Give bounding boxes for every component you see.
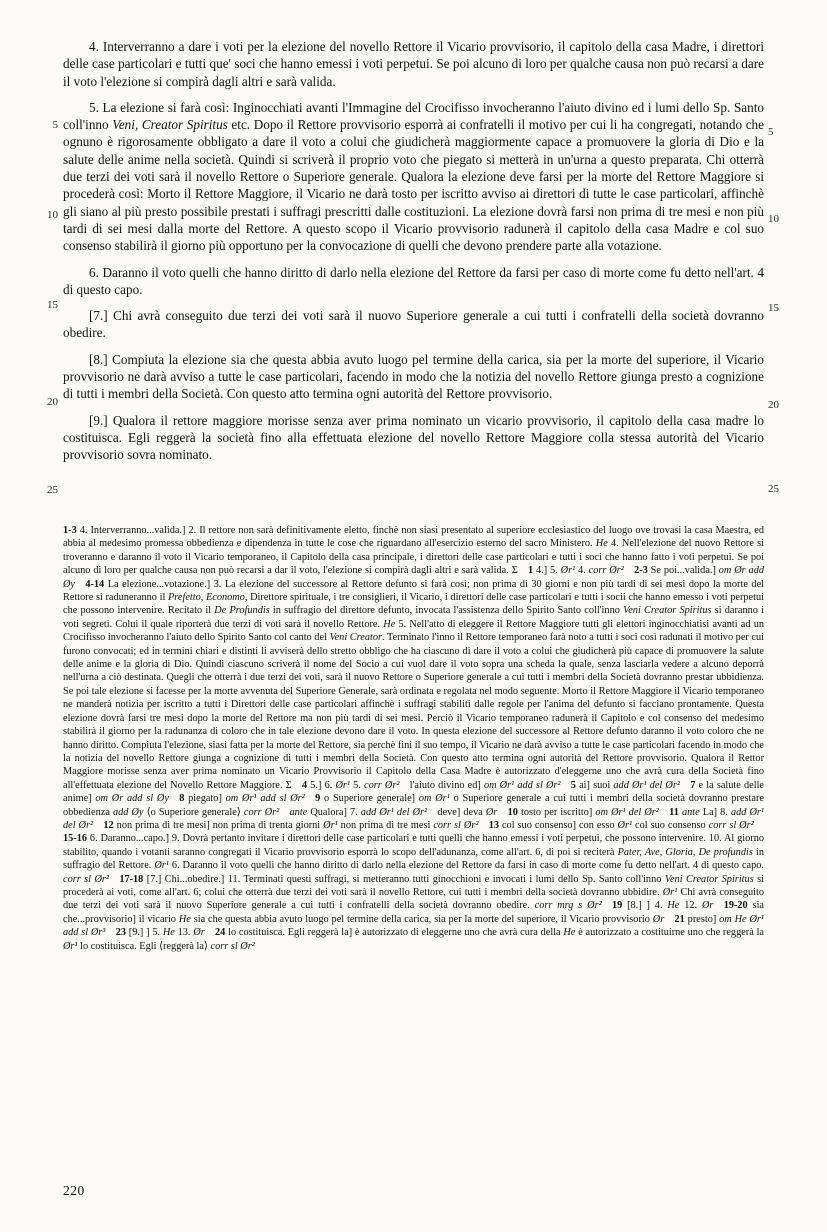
paragraph-art-4: 4. Interverranno a dare i voti per la elezione del novello Rettore il Vicario provvisorio, il capitolo della casa Madre, i direttori delle case particolari e tutti que' soci che hanno emessi i voti perpetui. Se poi alcuno di loro per qualche causa non può recarsi a dare il voto l'elezione si compirà dagli altri e sarà valida. (63, 39, 764, 89)
paragraph-art-5: 5. La elezione si farà così: Inginocchiati avanti l'Immagine del Crocifisso invocheranno l'aiuto divino ed i lumi dello Sp. Santo coll'inno Veni, Creator Spiritus etc. Dopo il Rettore provvisorio esporrà ai confratelli il motivo per cui li ha congregati, notando che ognuno è rigorosamente obbligato a dare il voto a colui che giudicherà maggiormente capace a promuovere la gloria di Dio e la salute delle anime nella società. Quindi si scriverà il proprio voto che piegato si metterà in un'urna a questo preparata. Chi otterrà due terzi dei voti sarà il novello Rettore o Superiore generale. Qualora la elezione deve farsi per la morte del Rettore Maggiore si procederà così: Morto il Rettore Maggiore, il Vicario ne darà tosto per iscritto avviso ai direttori di tutte le case particolari, affinchè gli siano al più presto possibile prestati i suffragi prescritti dalle costituzioni. La elezione dovrà farsi non prima di tre mesi e non più tardi di sei mesi dalla morte del Rettore. A questo scopo il Vicario provvisorio radunerà il capitolo della casa Madre e col suo consenso stabilirà il giorno più opportuno per la convocazione di quelli che devono prendere parte alla votazione. (63, 99, 764, 254)
main-text-block (63, 38, 764, 473)
line-number-right-10: 10 (768, 213, 779, 225)
paragraph-art-8: [8.] Compiuta la elezione sia che questa abbia avuto luogo pel termine della carica, sia per la morte del superiore, il Vicario provvisorio ne darà avviso a tutte le case particolari, facendo in modo che la notizia del novello Rettore giunga presto a cognizione di tutti i membri della Società. Con questo atto termina ogni autorità del Rettore provvisorio. (63, 351, 764, 402)
line-number-right-5: 5 (768, 126, 774, 138)
line-number-left-25: 25 (47, 484, 58, 496)
line-number-right-20: 20 (768, 399, 779, 411)
critical-apparatus: 1-3 4. Interverranno...valida.] 2. Il rettore non sarà definitivamente eletto, finchè non siasi presentato al superiore ecclesiastico del luogo ove trovasi la casa Maestra, ed abbia al medesimo promessa obbedienza e dipendenza in tutte le cose che riguardano all'esercizio esterno del sacro Ministero. He 4. Nell'elezione del nuovo Rettore si troveranno e daranno il voto il Vicario temporaneo, il Capitolo della casa principale, i direttori delle case particolari e tutti i soci che hanno fatto i voti perpetui. Se poi alcuno di loro per qualche causa non può recarsi a dar il voto, l'elezione si compirà dagli altri e sarà valida. Σ 1 4.] 5. Ør¹ 4. corr Ør² 2-3 Se poi...valida.] om Ør add Øy 4-14 La elezione...votazione.] 3. La elezione del successore al Rettore defunto si farà così; non prima di 30 giorni e non più tardi di sei mesi dopo la morte del Rettore si raduneranno il Prefetto, Economo, Direttore spirituale, i tre consiglieri, il Vicario, i direttori delle case particolari e tutti i socii che hanno emesso i voti perpetui che possono intervenire. Recitato il De Profundis in suffragio del direttore defunto, invocata l'assistenza dello Spirito Santo coll'inno Veni Creator Spiritus si daranno i voti segreti. Colui il quale riporterà due terzi di voti sarà il novello Rettore. He 5. Nell'atto di eleggere il Rettore Maggiore tutti gli elettori inginocchiatisi avanti ad un Crocifisso invocheranno l'aiuto dello Spirito Santo col canto del Veni Creator. Terminato l'inno il Rettore temporaneo farà noto a tutti i soci così radunati il motivo per cui furono convocati; ed in termini chiari e distinti li avviserà dello stretto obbligo che ha ciascuno di dare il voto a colui che giudicherà più capace di promuovere la salute delle anime e la gloria di Dio. Quindi ciascuno scriverà il nome del Socio a cui vuol dare il voto sopra una scheda la quale, senza lasciarla vedere a alcuno deporrà nell'urna a ciò destinata. Quegli che otterrà i due terzi dei voti, sarà il nuovo Rettore o Superiore generale a cui tutti i membri della Società dovranno prestar ubbidienza. Se poi tale elezione si facesse per la morte avvenuta del Superiore Generale, sarà ordinata e regolata nel modo seguente. Morto il Rettore Maggiore il Vicario temporaneo ne manderà notizia per iscritto a tutti i Direttori delle case particolari affinchè i suffragi stabiliti dalle regole per l'anima del defunto si facciano prontamente. Questa elezione dovrà farsi tre mesi dopo la morte del Rettore ma non più tardi di sei mesi. Perciò il Vicario temporaneo radunerà il Capitolo e col consenso del medesimo stabilirà il giorno per la radunanza di coloro che in tale elezione devono dare il voto. In questa elezione del successore al Rettore defunto daranno il voto coloro che ne hanno diritto. Compiuta l'elezione, siasi fatta per la morte del Rettore, sia perchè finì il suo tempo, il Vicario ne darà avviso a tutte le case particolari facendo in modo che la notizia del novello Rettore giunga a cognizione di tutti i membri della Società. Con questo atto termina ogni autorità del Rettore provvisorio. Qualora il Rettor Maggiore morisse senza aver prima nominato un Vicario Provvisorio il Capitolo della Casa Madre è autorizzato d'eleggerne uno che avrà cura della Società fino all'effettuata elezione del Novello Rettore Maggiore. Σ 4 5.] 6. Ør¹ 5. corr Ør² l'aiuto divino ed] om Ør¹ add sl Ør² 5 ai] suoi add Ør¹ del Ør² 7 e la salute delle anime] om Ør add sl Øy 8 piegato] om Ør¹ add sl Ør² 9 o Superiore generale] om Ør¹ o Superiore generale a cui tutti i membri della società dovranno prestare obbedienza add Øy ⟨o Superiore generale⟩ corr Ør² ante Qualora] 7. add Ør¹ del Ør² deve] deva Ør 10 tosto per iscritto] om Ør¹ del Ør² 11 ante La] 8. add Ør¹ del Ør² 12 non prima di tre mesi] non prima di trenta giorni Ør¹ non prima di tre mesi corr sl Ør² 13 col suo consenso] con esso Ør¹ col suo consenso corr sl Ør² 15-16 6. Daranno...capo.] 9. Dovrà pertanto invitare i direttori delle case particolari e tutti quelli che hanno emessi i voti perpetui, che possono intervenire. 10. Al giorno stabilito, quando i votanti saranno congregati il Vicario provvisorio esporrà lo scopo dell'adunanza, come all'art. 6, di poi si reciterà Pater, Ave, Gloria, De profundis in suffragio del Rettore. Ør¹ 6. Daranno il voto quelli che hanno diritto di darlo nella elezione del Rettore da farsi in caso di morte come fu detto nell'art. 4 di questo capo. corr sl Ør² 17-18 [7.] Chi...obedire.] 11. Terminati questi suffragi, si metteranno tutti ginocchioni e invocati i lumi dello Sp. Santo coll'inno Veni Creator Spiritus si procederà ai voti, come all'art. 6; colui che otterrà due terzi dei voti sarà il novello Rettore, cui tutti i membri della società dovranno ubbidire. Ør¹ Chi avrà conseguito due terzi dei voti sarà il nuovo Superiore generale a cui tutti i confratelli della società dovranno obedire. corr mrg s Ør² 19 [8.] ] 4. He 12. Ør 19-20 sia che...provvisorio] il vicario He sia che questa abbia avuto luogo pel termine della carica, sia per la morte del superiore, il Vicario provvisorio Ør 21 presto] om He Ør¹ add sl Ør³ 23 [9.] ] 5. He 13. Ør 24 lo costituisca. Egli reggerà la] è autorizzato di eleggerne uno che avrà cura della He è autorizzato a costituirne uno che reggerà la Ør¹ lo costituisca. Egli ⟨reggerà la⟩ corr sl Ør² (63, 525, 765, 952)
line-number-right-15: 15 (768, 302, 779, 314)
line-number-left-5: 5 (52, 119, 58, 131)
line-number-left-20: 20 (47, 396, 58, 408)
paragraph-art-7: [7.] Chi avrà conseguito due terzi dei voti sarà il nuovo Superiore generale a cui tutti i confratelli della società dovranno obedire. (63, 308, 764, 341)
line-number-left-10: 10 (47, 209, 58, 221)
line-number-left-15: 15 (47, 299, 58, 311)
paragraph-art-9: [9.] Qualora il rettore maggiore morisse senza aver prima nominato un vicario provvisorio, il capitolo della casa madre lo costituisca. Egli reggerà la società fino alla effettuata elezione del novello Rettore Maggiore colla stessa autorità del Vicario provvisorio sovra nominato. (63, 412, 764, 463)
page-number: 220 (63, 1183, 85, 1198)
line-number-right-25: 25 (768, 483, 779, 495)
paragraph-art-6: 6. Daranno il voto quelli che hanno diritto di darlo nella elezione del Rettore da farsi per caso di morte come fu detto nell'art. 4 di questo capo. (63, 264, 764, 297)
